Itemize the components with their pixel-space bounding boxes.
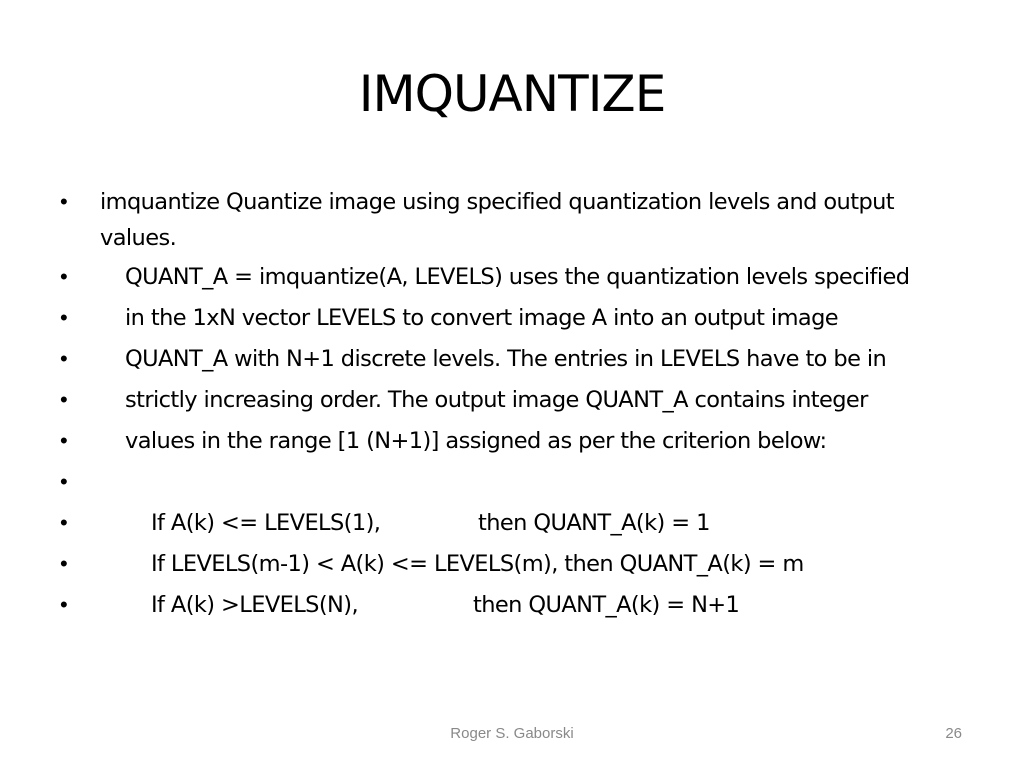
criterion-result: then QUANT_A(k) = N+1 xyxy=(473,592,740,618)
bullet-marker: • xyxy=(60,428,68,453)
bullet-item xyxy=(0,300,1024,336)
bullet-marker: • xyxy=(60,264,68,289)
bullet-item xyxy=(0,184,1024,256)
bullet-item xyxy=(0,423,1024,459)
bullet-marker: • xyxy=(60,305,68,330)
slide-title: IMQUANTIZE xyxy=(358,65,666,123)
bullet-text: QUANT_A = imquantize(A, LEVELS) uses the quantization levels specified xyxy=(125,264,910,290)
bullet-item xyxy=(0,587,1024,623)
bullet-item xyxy=(0,505,1024,541)
bullet-marker: • xyxy=(60,387,68,412)
bullet-marker: • xyxy=(60,189,68,214)
bullet-text: in the 1xN vector LEVELS to convert image A into an output image xyxy=(125,305,838,331)
footer-author: Roger S. Gaborski xyxy=(450,725,574,742)
bullet-item xyxy=(0,546,1024,582)
criterion-condition: If A(k) >LEVELS(N), xyxy=(151,592,359,618)
slide-number: 26 xyxy=(945,725,962,742)
bullet-marker: • xyxy=(60,592,68,617)
criterion-condition: If LEVELS(m-1) < A(k) <= LEVELS(m), then QUANT_A(k) = m xyxy=(151,551,804,577)
criterion-result: then QUANT_A(k) = 1 xyxy=(478,510,710,536)
criterion-condition: If A(k) <= LEVELS(1), xyxy=(151,510,381,536)
bullet-marker: • xyxy=(60,346,68,371)
bullet-item xyxy=(0,341,1024,377)
bullet-marker: • xyxy=(60,469,68,494)
bullet-text: QUANT_A with N+1 discrete levels. The entries in LEVELS have to be in xyxy=(125,346,887,372)
bullet-text: values in the range [1 (N+1)] assigned as per the criterion below: xyxy=(125,428,827,454)
bullet-marker: • xyxy=(60,510,68,535)
bullet-item xyxy=(0,259,1024,295)
bullet-text: imquantize Quantize image using specified quantization levels and output values. xyxy=(100,189,895,251)
bullet-marker: • xyxy=(60,551,68,576)
bullet-text: strictly increasing order. The output image QUANT_A contains integer xyxy=(125,387,868,413)
bullet-item xyxy=(0,382,1024,418)
bullet-item-empty xyxy=(0,464,1024,500)
